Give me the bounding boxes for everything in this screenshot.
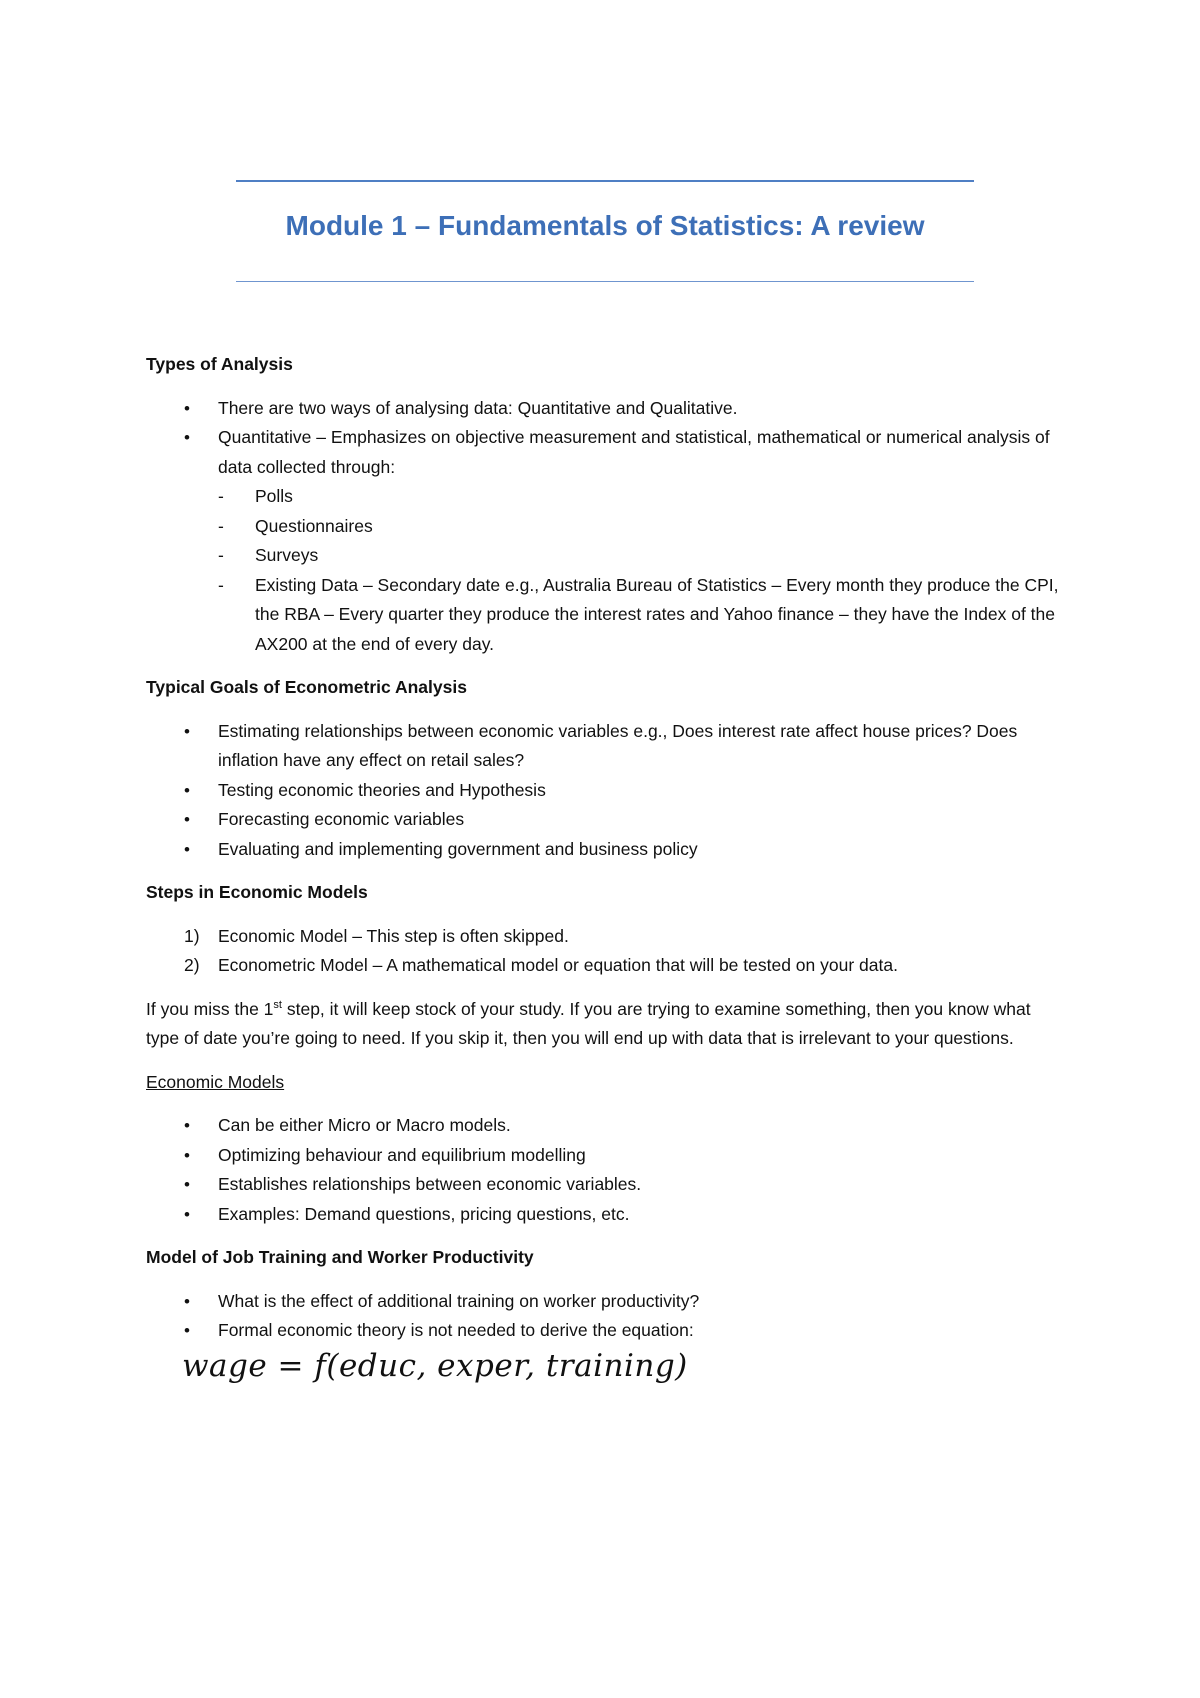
list-item [146, 423, 1066, 659]
steps-paragraph [146, 995, 1066, 1054]
list-item: • Examples: Demand questions, pricing questions, etc. [146, 1200, 1066, 1230]
list-item: • Estimating relationships between economic variables e.g., Does interest rate affect house prices? Does inflation have any effect on retail sales? [146, 717, 1066, 776]
step-number: 1) [184, 925, 200, 946]
wage-equation: wage = f(educ, exper, training) [182, 1347, 688, 1384]
list-item [146, 922, 1066, 952]
types-of-analysis-list [146, 394, 1066, 660]
steps-list [146, 922, 1066, 981]
title-rule-top [236, 180, 974, 182]
list-item: • Establishes relationships between economic variables. [146, 1170, 1066, 1200]
list-item: • Can be either Micro or Macro models. [146, 1111, 1066, 1141]
heading-steps: Steps in Economic Models [146, 882, 368, 902]
list-item: • There are two ways of analysing data: Quantitative and Qualitative. [146, 394, 1066, 424]
step-number: 2) [184, 955, 200, 975]
job-training-list [146, 1287, 1066, 1346]
document-body [146, 350, 1066, 1384]
paragraph-text: If you miss the 1 [146, 998, 274, 1019]
list-item: • Forecasting economic variables [146, 805, 1066, 835]
data-sources-list [218, 482, 1066, 659]
list-item [146, 951, 1066, 981]
list-item: • Evaluating and implementing government and business policy [146, 835, 1066, 865]
page-title: Module 1 – Fundamentals of Statistics: A review [285, 210, 925, 241]
title-rule-bottom [236, 281, 974, 282]
paragraph-text: step, it will keep stock of your study. If you are trying to examine something, then you know what type of date you’re going to need. If you skip it, then you will end up with data that is irrelevant to your questions. [146, 998, 1031, 1048]
heading-types-of-analysis: Types of Analysis [146, 354, 293, 374]
title-block [236, 180, 974, 282]
list-item: • What is the effect of additional training on worker productivity? [146, 1287, 1066, 1317]
goals-list [146, 717, 1066, 865]
list-item: - Questionnaires [218, 512, 1066, 542]
list-item: - Surveys [218, 541, 1066, 571]
list-item: - Existing Data – Secondary date e.g., Australia Bureau of Statistics – Every month they produce the CPI, the RBA – Every quarter they produce the interest rates and Yahoo finance – they have the Index of the AX200 at the end of every day. [218, 571, 1066, 660]
economic-models-list [146, 1111, 1066, 1229]
list-item: • Testing economic theories and Hypothesis [146, 776, 1066, 806]
ordinal-superscript: st [273, 998, 282, 1011]
list-item: • Optimizing behaviour and equilibrium modelling [146, 1141, 1066, 1171]
heading-economic-models: Economic Models [146, 1071, 285, 1092]
list-item: - Polls [218, 482, 1066, 512]
step-text: Econometric Model – A mathematical model or equation that will be tested on your data. [218, 955, 898, 975]
step-text: Economic Model – This step is often skipped. [218, 925, 569, 946]
heading-typical-goals: Typical Goals of Econometric Analysis [146, 677, 467, 697]
list-item-text: Quantitative – Emphasizes on objective measurement and statistical, mathematical or numerical analysis of data collected through: [218, 427, 1050, 477]
heading-job-training-model: Model of Job Training and Worker Productivity [146, 1247, 534, 1267]
list-item: • Formal economic theory is not needed to derive the equation: [146, 1316, 1066, 1346]
